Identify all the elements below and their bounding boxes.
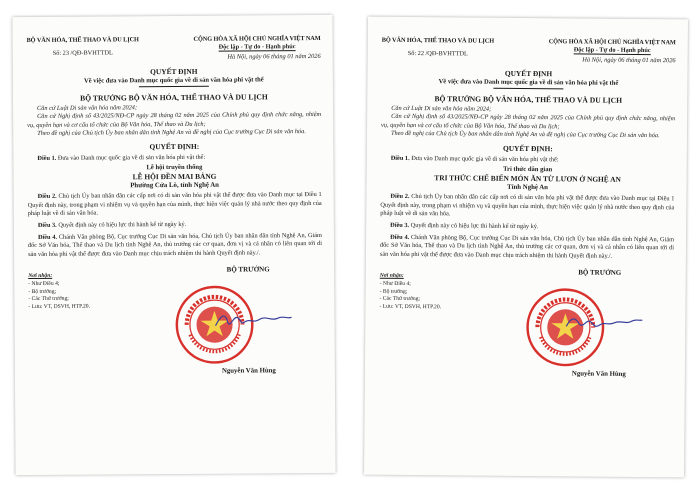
republic-name: CỘNG HÒA XÃ HỘI CHỦ NGHĨA VIỆT NAM xyxy=(548,38,676,47)
minister-title: BỘ TRƯỞNG xyxy=(578,268,622,278)
recipient-item: - Lưu: VT, DSVH, HTP.20. xyxy=(379,303,442,311)
legal-basis-2: Căn cứ Nghị định số 43/2025/NĐ-CP ngày 28 tháng 02 năm 2025 của Chính phủ quy định chức năng, nhiệm vụ, quyền hạn và cơ cấu tổ chức của Bộ Văn hóa, Thể thao và Du lịch; xyxy=(381,113,676,131)
document-title: QUYẾT ĐỊNH xyxy=(150,66,198,77)
recipients-list xyxy=(379,273,441,312)
issuer-title: BỘ TRƯỞNG BỘ VĂN HÓA, THỂ THAO VÀ DU LỊCH xyxy=(434,94,623,105)
article-2: Điều 2. Chủ tịch Ủy ban nhân dân các cấp nơi có di sản văn hóa phi vật thể được đưa vào Danh mục tại Điều 1 Quyết định này, trong phạm vi nhiệm vụ và quyền hạn của mình, thực hiện việc quản lý nhà nước theo quy định của pháp luật về di sản văn hóa. xyxy=(27,191,322,218)
article-3: Điều 3. Quyết định này có hiệu lực thi hành kể từ ngày ký. xyxy=(37,220,187,229)
recipients-label: Nơi nhận: xyxy=(28,273,53,280)
article-4: Điều 4. Chánh Văn phòng Bộ, Cục trưởng Cục Di sản văn hóa, Chủ tịch Ủy ban nhân dân tỉnh Nghệ An, Giám đốc Sở Văn hóa, Thể thao và Du lịch tỉnh Nghệ An, thủ trưởng các cơ quan, đơn vị và cá nhân có liên quan tới di sản văn hóa phi vật thể được đưa vào Danh mục chịu trách nhiệm thi hành Quyết định này./. xyxy=(379,233,675,260)
document-subject: Về việc đưa vào Danh mục quốc gia về di sản văn hóa phi vật thể xyxy=(438,78,619,87)
ministry-name: BỘ VĂN HÓA, THỂ THAO VÀ DU LỊCH xyxy=(381,36,495,45)
signer-name: Nguyễn Văn Hùng xyxy=(571,370,626,379)
document-number: Số: 22 /QĐ-BVHTTDL xyxy=(407,49,468,58)
republic-name: CỘNG HÒA XÃ HỘI CHỦ NGHĨA VIỆT NAM xyxy=(193,34,321,43)
article-2: Điều 2. Chủ tịch Ủy ban nhân dân các cấp nơi có di sản văn hóa phi vật thể được đưa vào Danh mục tại Điều 1 Quyết định này, trong phạm vi nhiệm vụ và quyền hạn của mình, thực hiện việc quản lý nhà nước theo quy định của pháp luật về di sản văn hóa. xyxy=(380,193,675,218)
recipient-item: - Bộ trưởng; xyxy=(28,288,57,295)
signer-name: Nguyễn Văn Hùng xyxy=(221,367,276,376)
heritage-location: Phường Cửa Lò, tỉnh Nghệ An xyxy=(130,181,219,190)
date-line: Hà Nội, ngày 06 tháng 01 năm 2026 xyxy=(227,52,321,61)
article-4: Điều 4. Chánh Văn phòng Bộ, Cục trưởng Cục Di sản văn hóa, Chủ tịch Ủy ban nhân dân tỉnh Nghệ An, Giám đốc Sở Văn hóa, Thể thao và Du lịch tỉnh Nghệ An, thủ trưởng các cơ quan, đơn vị và cá nhân có liên quan tới di sản văn hóa phi vật thể được đưa vào Danh mục chịu trách nhiệm thi hành Quyết định này./. xyxy=(27,231,323,258)
document-number: Số: 23 /QĐ-BVHTTDL xyxy=(52,49,113,57)
article-1: Điều 1. Đưa vào Danh mục quốc gia về di sản văn hóa phi vật thể: xyxy=(390,154,559,163)
recipients-label: Nơi nhận: xyxy=(379,273,404,280)
signature-icon xyxy=(564,313,644,336)
signature-icon xyxy=(213,310,293,333)
document-title: QUYẾT ĐỊNH xyxy=(504,68,553,79)
heritage-type: Lễ hội truyền thống xyxy=(146,164,203,172)
decides-heading: QUYẾT ĐỊNH: xyxy=(149,141,200,151)
heritage-name: LỄ HỘI ĐỀN MAI BẢNG xyxy=(132,171,217,182)
recipients-list xyxy=(28,273,90,311)
signature-block xyxy=(28,263,323,385)
recipient-item: - Bộ trưởng; xyxy=(379,288,408,295)
decision-document-23 xyxy=(12,15,335,475)
date-line: Hà Nội, ngày 06 tháng 01 năm 2026 xyxy=(582,56,676,65)
issuer-title: BỘ TRƯỞNG BỘ VĂN HÓA, THỂ THAO VÀ DU LỊCH xyxy=(80,92,268,103)
recipient-item: - Các Thứ trưởng; xyxy=(379,295,421,303)
divider xyxy=(139,86,209,87)
recipient-item: - Lưu: VT, DSVH, HTP.20. xyxy=(28,303,91,310)
national-motto: Độc lập - Tự do - Hạnh phúc xyxy=(218,43,296,51)
divider xyxy=(493,88,563,90)
legal-basis-1: Căn cứ Luật Di sản văn hóa năm 2024; xyxy=(37,104,138,112)
national-motto: Độc lập - Tự do - Hạnh phúc xyxy=(573,46,651,55)
legal-basis-3: Theo đề nghị của Chủ tịch Ủy ban nhân dân tỉnh Nghệ An và đề nghị của Cục trưởng Cục Di sản văn hóa. xyxy=(390,130,660,140)
decides-heading: QUYẾT ĐỊNH: xyxy=(502,143,553,153)
minister-title: BỘ TRƯỞNG xyxy=(226,265,270,275)
heritage-location: Tỉnh Nghệ An xyxy=(507,184,548,192)
heritage-type: Tri thức dân gian xyxy=(503,166,553,174)
legal-basis-3: Theo đề nghị của Chủ tịch Ủy ban nhân dân tỉnh Nghệ An và đề nghị của Cục trưởng Cục Di sản văn hóa. xyxy=(37,128,306,138)
recipient-item: - Các Thứ trưởng; xyxy=(28,295,69,303)
legal-basis-2: Căn cứ Nghị định số 43/2025/NĐ-CP ngày 28 tháng 02 năm 2025 của Chính phủ quy định chức năng, nhiệm vụ, quyền hạn và cơ cấu tổ chức của Bộ Văn hóa, Thể thao và Du lịch; xyxy=(27,111,322,129)
article-3: Điều 3. Quyết định này có hiệu lực thi hành kể từ ngày ký. xyxy=(390,221,539,231)
heritage-name: TRI THỨC CHẾ BIẾN MÓN ĂN TỪ LƯƠN Ở NGHỆ AN xyxy=(434,173,621,185)
signature-block xyxy=(379,265,674,388)
recipient-item: - Như Điều 4; xyxy=(379,280,411,287)
legal-basis-1: Căn cứ Luật Di sản văn hóa năm 2024; xyxy=(391,104,492,113)
decision-document-22 xyxy=(364,17,688,478)
recipient-item: - Như Điều 4; xyxy=(28,280,60,287)
ministry-name: BỘ VĂN HÓA, THỂ THAO VÀ DU LỊCH xyxy=(26,36,139,45)
article-1: Điều 1. Đưa vào Danh mục quốc gia về di sản văn hóa phi vật thể: xyxy=(37,153,206,162)
document-subject: Về việc đưa vào Danh mục quốc gia về di sản văn hóa phi vật thể xyxy=(84,76,264,85)
